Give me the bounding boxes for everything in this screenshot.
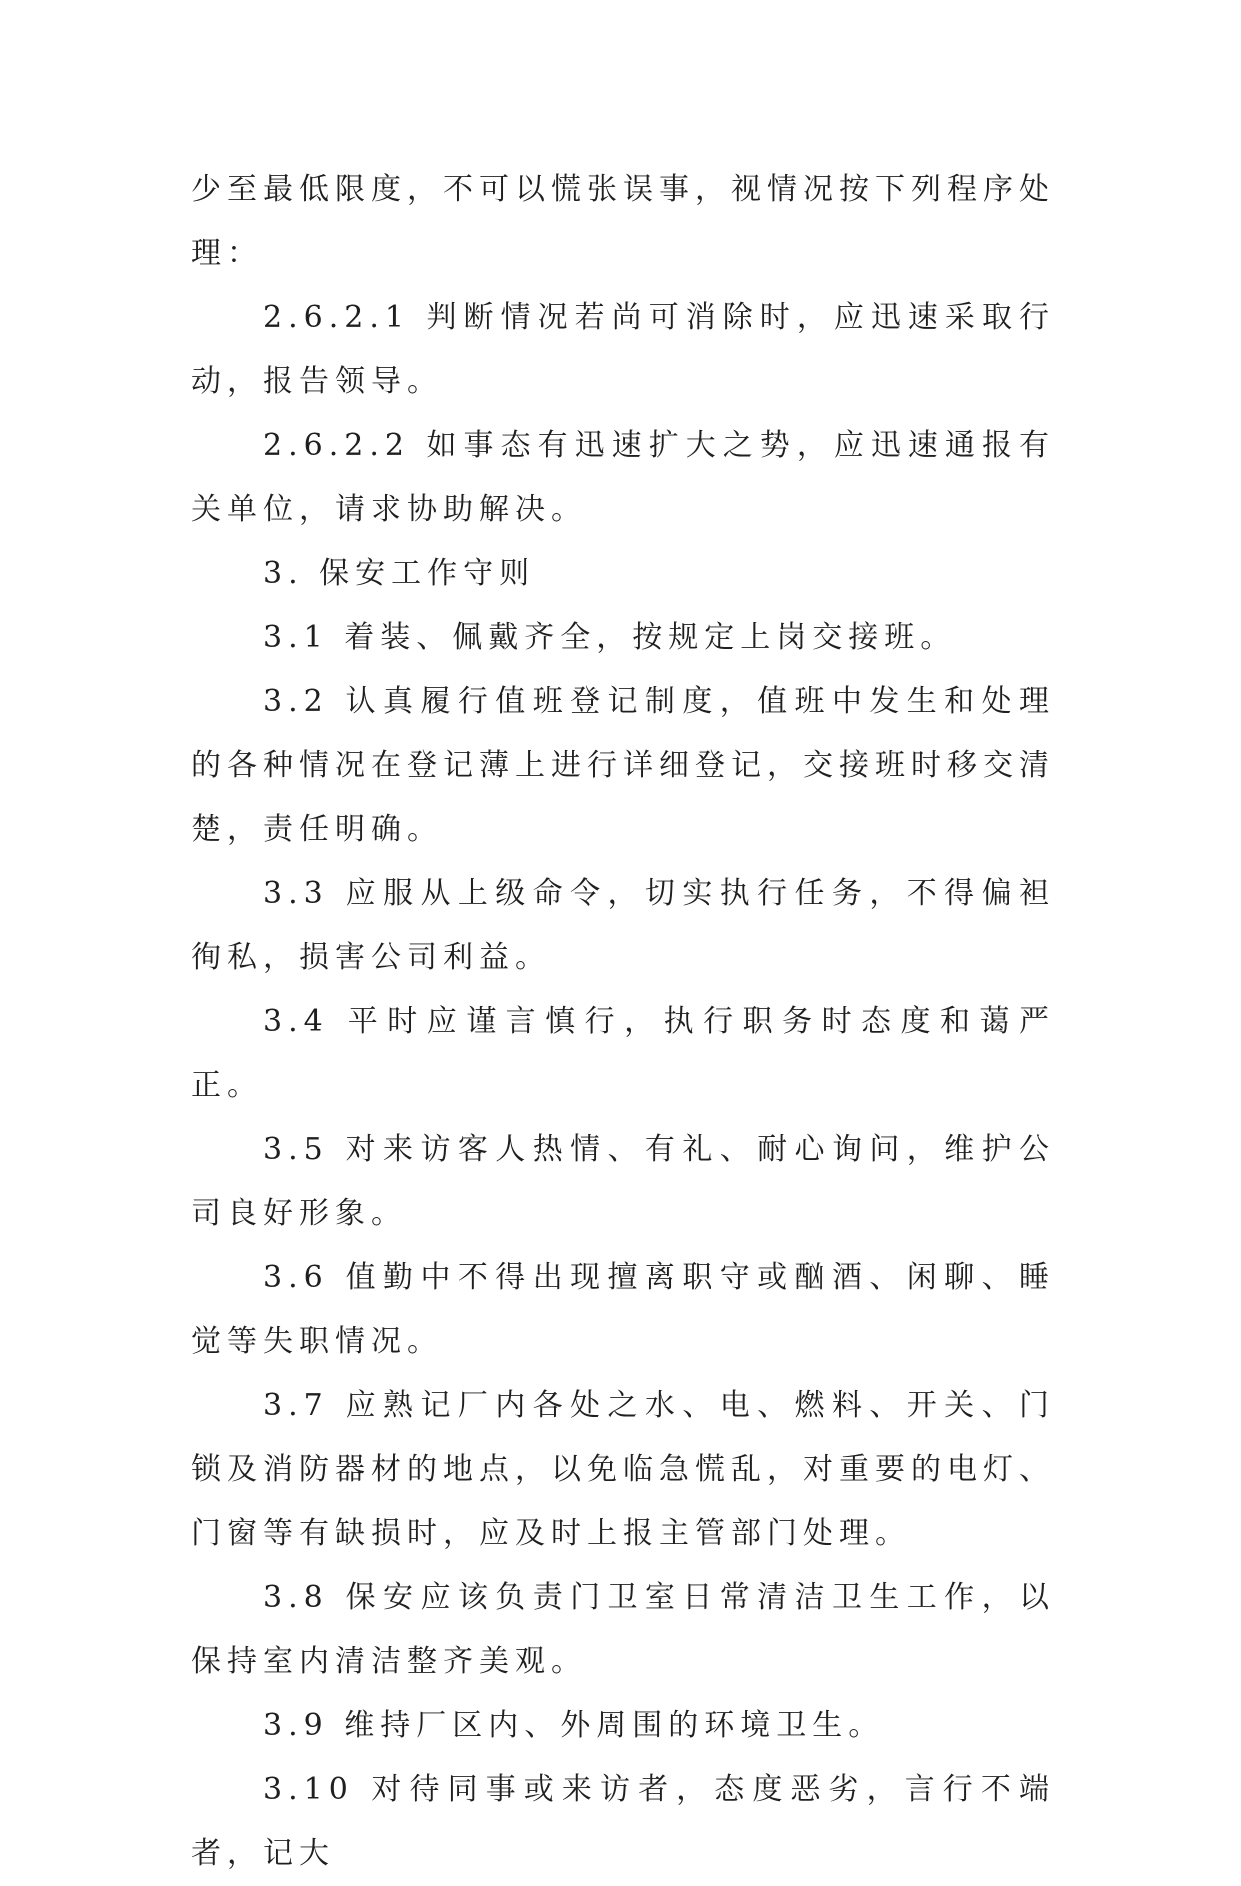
paragraph-3-1: 3.1 着装、佩戴齐全，按规定上岗交接班。: [263, 620, 957, 655]
paragraph-3-5: 3.5 对来访客人热情、有礼、耐心询问，维护公司良好形象。: [191, 1132, 1055, 1231]
paragraph-3-10: 3.10 对待同事或来访者，态度恶劣，言行不端者，记大: [191, 1772, 1055, 1871]
document-body: [191, 158, 1055, 1886]
paragraph-3-9: 3.9 维持厂区内、外周围的环境卫生。: [263, 1708, 885, 1743]
paragraph-2-6-2-1: 2.6.2.1 判断情况若尚可消除时，应迅速采取行动，报告领导。: [191, 300, 1055, 399]
paragraph-3-2: 3.2 认真履行值班登记制度，值班中发生和处理的各种情况在登记薄上进行详细登记，交接班时移交清楚，责任明确。: [191, 684, 1055, 847]
section-heading-3: 3. 保安工作守则: [263, 556, 536, 591]
paragraph-2-6-2-2: 2.6.2.2 如事态有迅速扩大之势，应迅速通报有关单位，请求协助解决。: [191, 428, 1055, 527]
paragraph-3-4: 3.4 平时应谨言慎行，执行职务时态度和蔼严正。: [191, 1004, 1055, 1103]
paragraph-3-8: 3.8 保安应该负责门卫室日常清洁卫生工作，以保持室内清洁整齐美观。: [191, 1580, 1055, 1679]
paragraph-3-6: 3.6 值勤中不得出现擅离职守或酗酒、闲聊、睡觉等失职情况。: [191, 1260, 1055, 1359]
paragraph-3-7: 3.7 应熟记厂内各处之水、电、燃料、开关、门锁及消防器材的地点，以免临急慌乱，对重要的电灯、门窗等有缺损时，应及时上报主管部门处理。: [191, 1388, 1055, 1551]
paragraph-3-3: 3.3 应服从上级命令，切实执行任务，不得偏袒徇私，损害公司利益。: [191, 876, 1055, 975]
paragraph-continuation: 少至最低限度，不可以慌张误事，视情况按下列程序处理：: [191, 172, 1055, 271]
